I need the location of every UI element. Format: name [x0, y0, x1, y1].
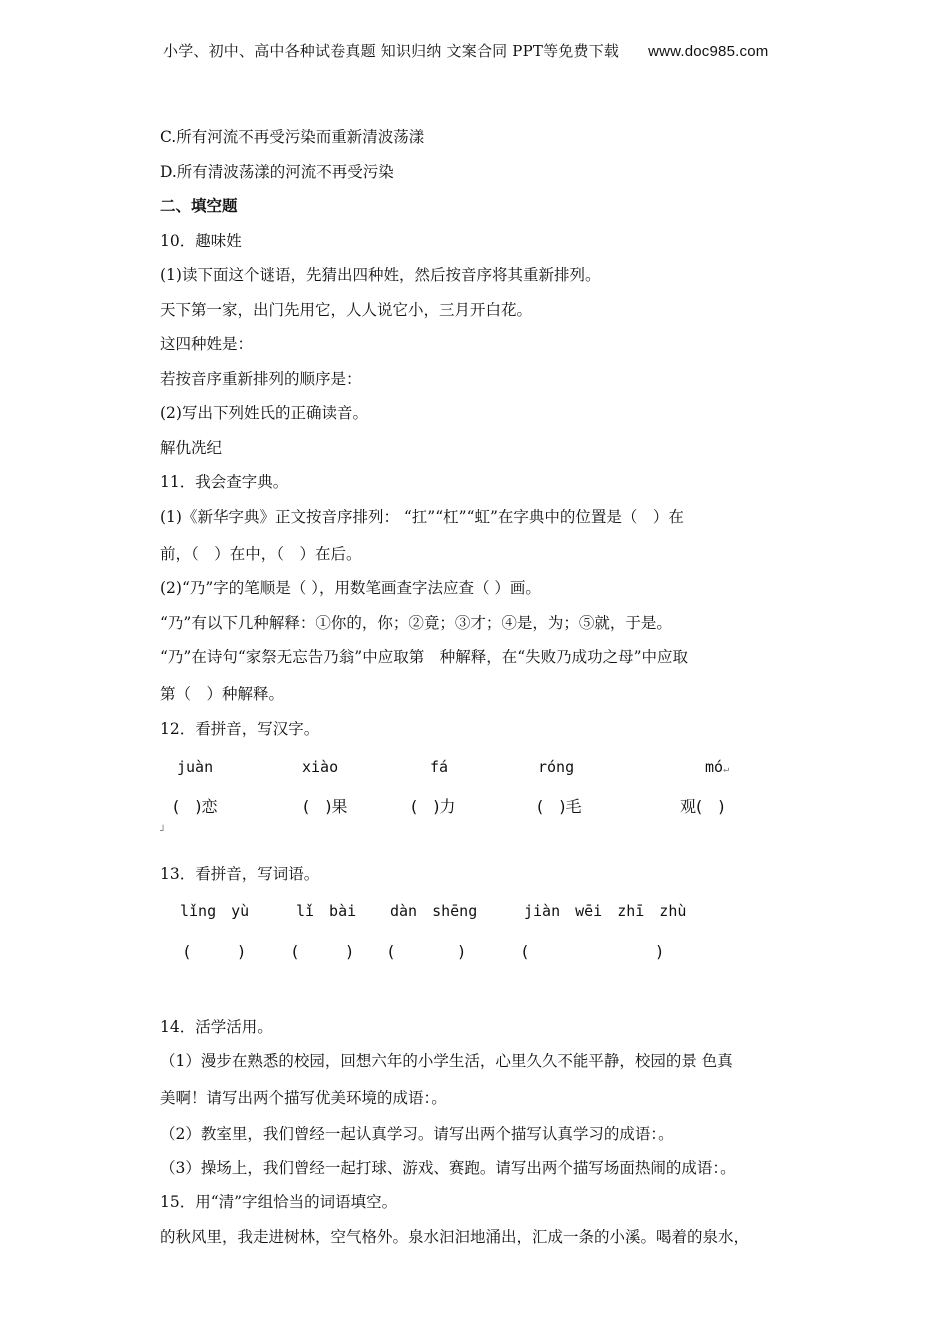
- return-mark: ↵: [723, 764, 730, 775]
- q12-blank-3: ( )力: [411, 797, 456, 816]
- q14-line2: 美啊！请写出两个描写优美环境的成语：。: [160, 1089, 447, 1107]
- q14-line3: （2）教室里，我们曾经一起认真学习。请写出两个描写认真学习的成语：。: [160, 1125, 674, 1143]
- q12-pinyin-1: juàn: [177, 758, 214, 776]
- header-text: 小学、初中、高中各种试卷真题 知识归纳 文案合同 PPT等免费下载: [163, 42, 620, 60]
- q11-line2: 前，（ ）在中，（ ）在后。: [160, 545, 362, 563]
- q14-title: 14．活学活用。: [160, 1018, 273, 1036]
- q13-blank-1: ( ): [184, 942, 245, 961]
- q13-blank-3: ( ): [388, 942, 465, 961]
- q12-blank-5: 观( ): [680, 797, 725, 816]
- q13-pinyin-1: lǐng yù: [180, 902, 250, 920]
- q10-characters: 解仇冼纪: [160, 439, 223, 457]
- q11-title: 11．我会查字典。: [160, 473, 289, 491]
- q12-pinyin-3: fá: [430, 758, 449, 776]
- q13-pinyin-2: lǐ bài: [296, 902, 357, 920]
- paragraph-mark: ┘: [160, 826, 167, 837]
- q12-blank-4: ( )毛: [537, 797, 582, 816]
- q10-part1: (1)读下面这个谜语，先猜出四种姓，然后按音序将其重新排列。: [160, 266, 601, 284]
- q12-pinyin-4: róng: [538, 758, 575, 776]
- q13-pinyin-3: dàn shēng: [390, 902, 478, 920]
- q11-line5: “乃”在诗句“家祭无忘告乃翁”中应取第 种解释，在“失败乃成功之母”中应取: [160, 648, 689, 666]
- q10-part2: (2)写出下列姓氏的正确读音。: [160, 404, 368, 422]
- q12-blank-1: ( )恋: [173, 797, 218, 816]
- q15-line1: 的秋风里，我走进树林，空气格外。泉水汩汩地涌出，汇成一条的小溪。喝着的泉水，: [160, 1228, 750, 1246]
- q10-order-prompt: 若按音序重新排列的顺序是：: [160, 370, 362, 388]
- q12-pinyin-5-text: mó: [705, 758, 724, 776]
- page-header: [163, 40, 768, 61]
- q12-title: 12．看拼音，写汉字。: [160, 720, 320, 738]
- q11-line3: (2)“乃”字的笔顺是（ ），用数笔画查字法应查（ ）画。: [160, 579, 541, 597]
- q15-title: 15．用“清”字组恰当的词语填空。: [160, 1193, 398, 1211]
- q14-line4: （3）操场上，我们曾经一起打球、游戏、赛跑。请写出两个描写场面热闹的成语：。: [160, 1159, 736, 1177]
- q11-line4: “乃”有以下几种解释：①你的，你；②竟；③才；④是，为；⑤就，于是。: [160, 614, 672, 632]
- section-heading: 二、填空题: [160, 197, 238, 215]
- header-site: www.doc985.com: [648, 43, 769, 60]
- q13-blank-2: ( ): [292, 942, 353, 961]
- q12-pinyin-2: xiào: [302, 758, 339, 776]
- q10-title: 10．趣味姓: [160, 232, 242, 250]
- option-c: C.所有河流不再受污染而重新清波荡漾: [160, 128, 425, 146]
- q13-blank-4: ( ): [522, 942, 663, 961]
- q10-riddle: 天下第一家，出门先用它，人人说它小，三月开白花。: [160, 301, 533, 319]
- q14-line1: （1）漫步在熟悉的校园，回想六年的小学生活，心里久久不能平静，校园的景 色真: [160, 1052, 733, 1070]
- q13-pinyin-4: jiàn wēi zhī zhù: [524, 902, 687, 920]
- q12-blank-2: ( )果: [303, 797, 348, 816]
- q12-pinyin-5: [705, 758, 729, 776]
- option-d: D.所有清波荡漾的河流不再受污染: [160, 163, 394, 181]
- q11-line6: 第（ ）种解释。: [160, 685, 285, 703]
- q10-surnames-prompt: 这四种姓是：: [160, 335, 254, 353]
- q11-line1: (1)《新华字典》正文按音序排列： “扛”“杠”“虹”在字典中的位置是（ ）在: [160, 508, 684, 526]
- q13-title: 13．看拼音，写词语。: [160, 865, 320, 883]
